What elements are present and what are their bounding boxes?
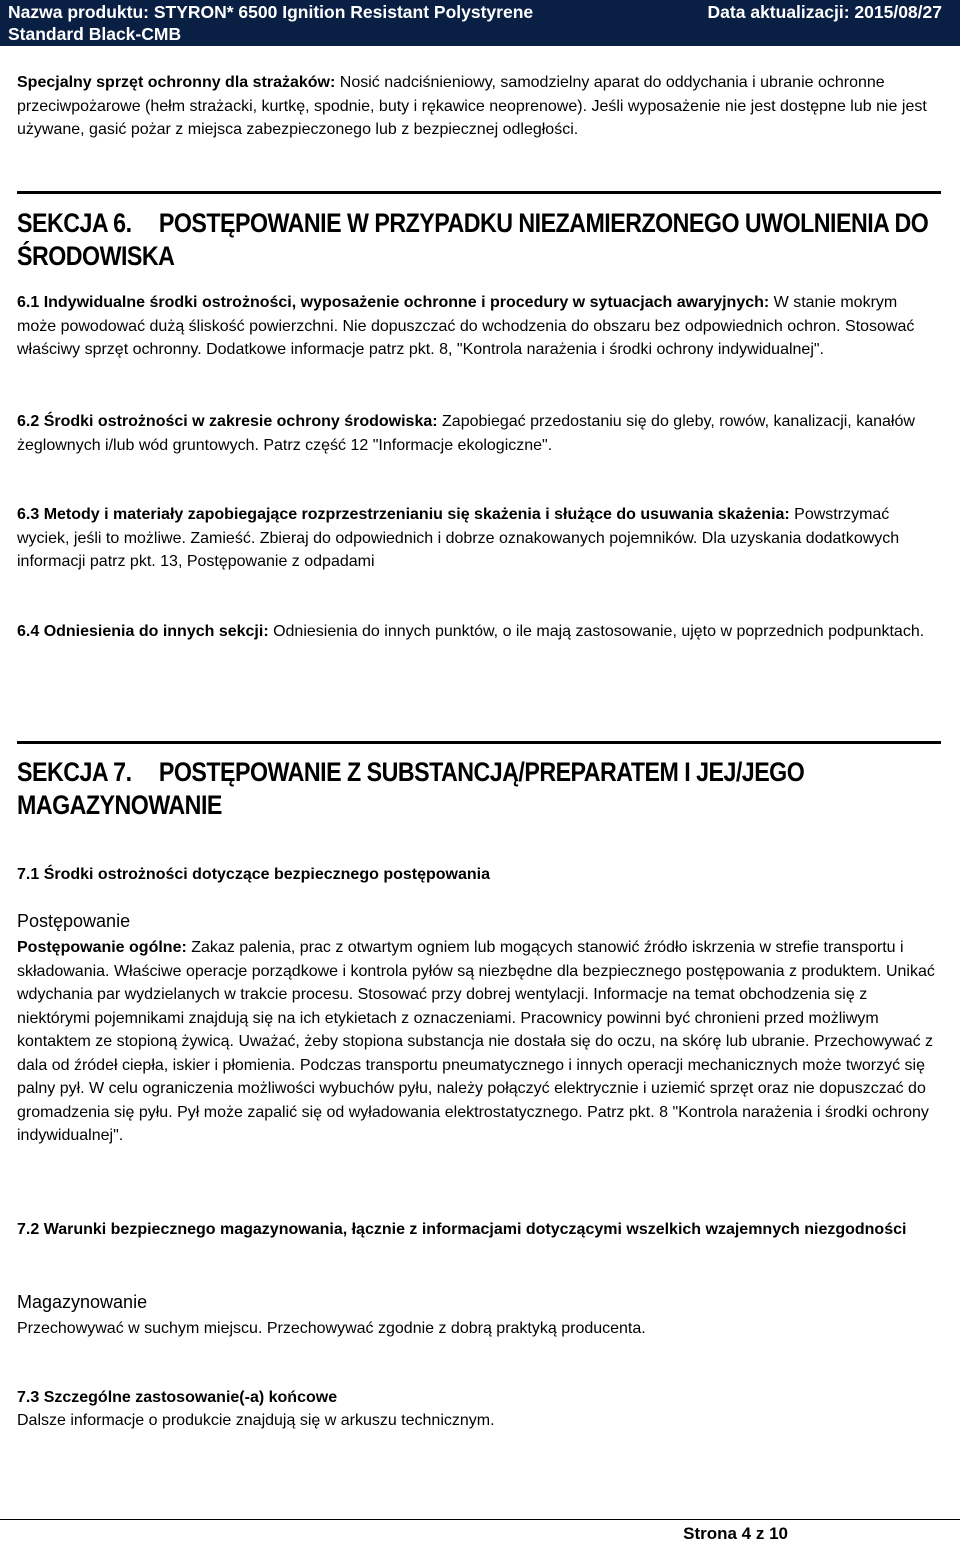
paragraph-6-4	[17, 620, 939, 644]
section-7-heading	[17, 756, 937, 822]
paragraph-6-1-label: 6.1 Indywidualne środki ostrożności, wyposażenie ochronne i procedury w sytuacjach awaryjnych:	[17, 294, 770, 311]
footer-rule	[0, 1519, 960, 1520]
product-name-line2: Standard Black-CMB	[8, 24, 182, 44]
section-7-rule	[17, 741, 941, 744]
subsection-7-1-title: 7.1 Środki ostrożności dotyczące bezpiecznego postępowania	[17, 866, 490, 883]
paragraph-6-3	[17, 503, 939, 574]
page-number: Strona 4 z 10	[683, 1524, 788, 1543]
paragraph-7-1	[17, 936, 939, 1148]
paragraph-6-1	[17, 291, 939, 362]
product-name: Nazwa produktu: STYRON* 6500 Ignition Resistant Polystyrene	[8, 2, 534, 22]
revision-date: Data aktualizacji: 2015/08/27	[707, 2, 942, 22]
paragraph-6-2	[17, 410, 939, 457]
section-7-title: POSTĘPOWANIE Z SUBSTANCJĄ/PREPARATEM I JEJ/JEGO MAGAZYNOWANIE	[17, 757, 805, 820]
paragraph-7-3: Dalsze informacje o produkcie znajdują się w arkuszu technicznym.	[17, 1412, 495, 1429]
section-7-number: SEKCJA 7.	[17, 757, 132, 787]
subsection-7-2-subheading: Magazynowanie	[17, 1292, 148, 1312]
document-header	[0, 0, 960, 46]
paragraph-6-2-label: 6.2 Środki ostrożności w zakresie ochrony środowiska:	[17, 413, 438, 430]
section-6-heading	[17, 207, 937, 273]
firefighter-equipment-paragraph	[17, 71, 939, 142]
section-6-rule	[17, 191, 941, 194]
firefighter-equipment-text: Nosić nadciśnieniowy, samodzielny aparat do oddychania i ubranie ochronne przeciwpożarowe (hełm strażacki, kurtkę, spodnie, buty i rękawice neoprenowe). Jeśli wyposażenie nie jest dostępne lub nie jest używane, gasić pożar z miejsca zabezpieczonego lub z bezpiecznej odległości.	[17, 74, 927, 138]
firefighter-equipment-label: Specjalny sprzęt ochronny dla strażaków:	[17, 74, 336, 91]
paragraph-6-3-text: Powstrzymać wyciek, jeśli to możliwe. Zamieść. Zbieraj do odpowiednich i dobrze oznakowanych pojemników. Dla uzyskania dodatkowych informacji patrz pkt. 13, Postępowanie z odpadami	[17, 506, 900, 570]
paragraph-6-1-text: W stanie mokrym może powodować dużą śliskość powierzchni. Nie dopuszczać do wchodzenia do obszaru bez odpowiednich ochron. Stosować właściwy sprzęt ochronny. Dodatkowe informacje patrz pkt. 8, "Kontrola narażenia i środki ochrony indywidualnej".	[17, 294, 915, 358]
paragraph-6-4-text: Odniesienia do innych punktów, o ile mają zastosowanie, ujęto w poprzednich podpunktach.	[268, 623, 925, 640]
paragraph-6-2-text: Zapobiegać przedostaniu się do gleby, rowów, kanalizacji, kanałów żeglownych i/lub wód gruntowych. Patrz część 12 "Informacje ekologiczne".	[17, 413, 915, 454]
section-6-title: POSTĘPOWANIE W PRZYPADKU NIEZAMIERZONEGO UWOLNIENIA DO ŚRODOWISKA	[17, 208, 929, 271]
section-6-number: SEKCJA 6.	[17, 208, 132, 238]
paragraph-7-2: Przechowywać w suchym miejscu. Przechowywać zgodnie z dobrą praktyką producenta.	[17, 1320, 646, 1337]
paragraph-6-3-label: 6.3 Metody i materiały zapobiegające rozprzestrzenianiu się skażenia i służące do usuwania skażenia:	[17, 506, 790, 523]
paragraph-6-4-label: 6.4 Odniesienia do innych sekcji:	[17, 623, 269, 640]
paragraph-7-1-label: Postępowanie ogólne:	[17, 939, 187, 956]
paragraph-7-1-text: Zakaz palenia, prac z otwartym ogniem lub mogących stanowić źródło iskrzenia w strefie transportu i składowania. Właściwe operacje porządkowe i kontrola pyłów są niezbędne dla bezpiecznego postępowania z produktem. Unikać wdychania par wydzielanych w trakcie procesu. Stosować przy dobrej wentylacji. Informacje na temat obchodzenia się z niektórymi pojemnikami znajdują się na ich etykietach z oznaczeniami. Pracownicy powinni być chronieni przed możliwym kontaktem ze stopioną żywicą. Uważać, żeby stopiona substancja nie dostała się do oczu, na skórę lub ubranie. Przechowywać z dala od źródeł ciepła, iskier i płomienia. Podczas transportu pneumatycznego i innych operacji mechanicznych może tworzyć się palny pył. W celu ograniczenia możliwości wybuchów pyłu, należy połączyć elektrycznie i uziemić sprzęt oraz nie dopuszczać do gromadzenia się pyłu. Pył może zapalić się od wyładowania elektrostatycznego. Patrz pkt. 8 "Kontrola narażenia i środki ochrony indywidualnej".	[17, 939, 935, 1144]
subsection-7-2-title: 7.2 Warunki bezpiecznego magazynowania, łącznie z informacjami dotyczącymi wszelkich wzajemnych niezgodności	[17, 1221, 907, 1238]
subsection-7-1-subheading: Postępowanie	[17, 911, 131, 931]
subsection-7-3-title: 7.3 Szczególne zastosowanie(-a) końcowe	[17, 1389, 338, 1406]
